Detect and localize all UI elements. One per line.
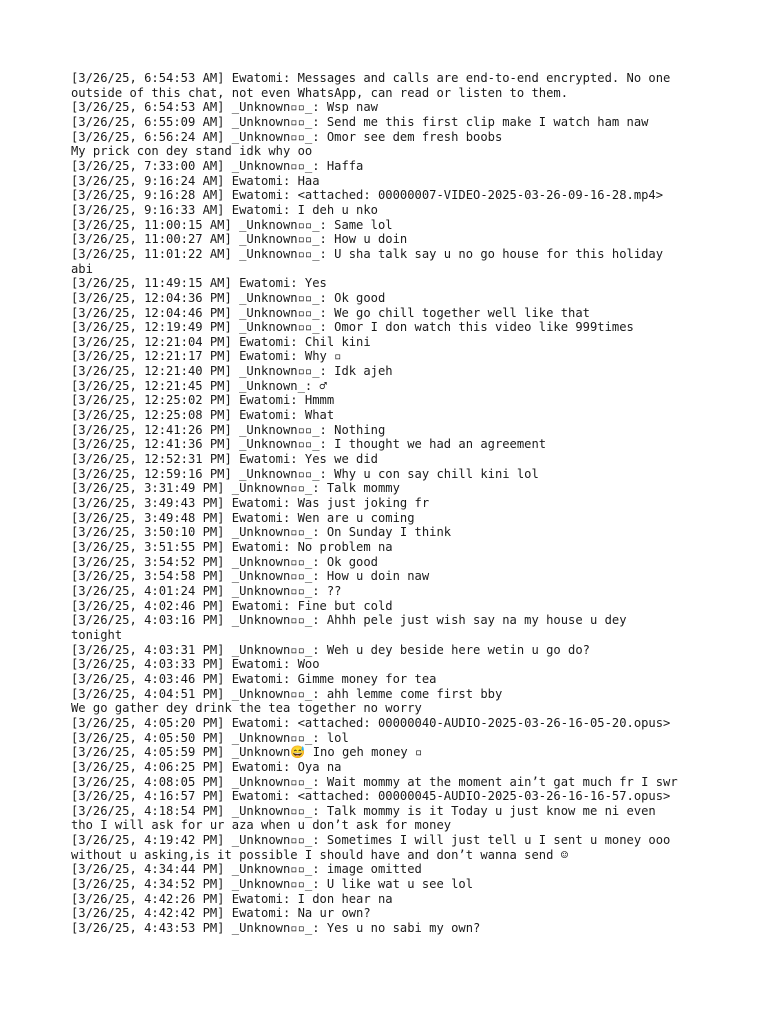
transcript-line: [3/26/25, 3:49:48 PM] Ewatomi: Wen are u coming [71,510,415,525]
transcript-line: [3/26/25, 6:56:24 AM] _Unknown▫▫_: Omor see dem fresh boobs [71,129,503,144]
transcript-line: [3/26/25, 7:33:00 AM] _Unknown▫▫_: Haffa [71,158,364,173]
transcript-line: [3/26/25, 12:04:36 PM] _Unknown▫▫_: Ok good [71,290,386,305]
transcript-line: [3/26/25, 12:21:40 PM] _Unknown▫▫_: Idk ajeh [71,364,393,379]
transcript-line: [3/26/25, 12:41:36 PM] _Unknown▫▫_: I thought we had an agreement [71,437,547,452]
transcript-line: [3/26/25, 3:54:58 PM] _Unknown▫▫_: How u doin naw [71,569,430,584]
transcript-line: We go gather dey drink the tea together no worry [71,701,422,716]
transcript-line: without u asking,is it possible I should have and don’t wanna send ☺ [71,847,569,862]
transcript-line: [3/26/25, 4:04:51 PM] _Unknown▫▫_: ahh lemme come first bby [71,686,503,701]
transcript-line: outside of this chat, not even WhatsApp, can read or listen to them. [71,85,569,100]
transcript-line: [3/26/25, 4:02:46 PM] Ewatomi: Fine but cold [71,598,393,613]
transcript-line: [3/26/25, 4:03:16 PM] _Unknown▫▫_: Ahhh pele just wish say na my house u dey [71,613,627,628]
transcript-line: [3/26/25, 12:21:45 PM] _Unknown_: ♂ [71,378,327,393]
transcript-line: [3/26/25, 6:54:53 AM] Ewatomi: Messages and calls are end-to-end encrypted. No one [71,71,671,85]
transcript-line: [3/26/25, 4:06:25 PM] Ewatomi: Oya na [71,759,342,774]
transcript-line: [3/26/25, 11:00:27 AM] _Unknown▫▫_: How u doin [71,232,408,247]
transcript-line: tho I will ask for ur aza when u don’t ask for money [71,818,452,833]
transcript-line: [3/26/25, 3:50:10 PM] _Unknown▫▫_: On Sunday I think [71,525,452,540]
transcript-line: [3/26/25, 12:59:16 PM] _Unknown▫▫_: Why u con say chill kini lol [71,466,539,481]
transcript-line: [3/26/25, 6:55:09 AM] _Unknown▫▫_: Send me this first clip make I watch ham naw [71,114,649,129]
transcript-line: [3/26/25, 11:00:15 AM] _Unknown▫▫_: Same lol [71,217,393,232]
transcript-line: [3/26/25, 3:54:52 PM] _Unknown▫▫_: Ok good [71,554,378,569]
transcript-line: abi [71,261,93,276]
transcript-line: My prick con dey stand idk why oo [71,144,313,159]
transcript-line: [3/26/25, 4:34:44 PM] _Unknown▫▫_: image omitted [71,862,422,877]
transcript-line: [3/26/25, 4:18:54 PM] _Unknown▫▫_: Talk mommy is it Today u just know me ni even [71,803,656,818]
transcript-line: [3/26/25, 4:03:31 PM] _Unknown▫▫_: Weh u dey beside here wetin u go do? [71,642,590,657]
transcript-line: [3/26/25, 4:34:52 PM] _Unknown▫▫_: U like wat u see lol [71,877,474,892]
transcript-line: [3/26/25, 4:42:26 PM] Ewatomi: I don hear na [71,891,393,906]
transcript-line: [3/26/25, 12:41:26 PM] _Unknown▫▫_: Nothing [71,422,386,437]
transcript-line: [3/26/25, 4:05:50 PM] _Unknown▫▫_: lol [71,730,349,745]
transcript-line: [3/26/25, 12:04:46 PM] _Unknown▫▫_: We go chill together well like that [71,305,590,320]
transcript-line: [3/26/25, 4:16:57 PM] Ewatomi: <attached: 00000045-AUDIO-2025-03-26-16-16-57.opus> [71,789,671,804]
transcript-line: [3/26/25, 12:52:31 PM] Ewatomi: Yes we did [71,452,378,467]
transcript-line: tonight [71,627,123,642]
transcript-line: [3/26/25, 4:01:24 PM] _Unknown▫▫_: ?? [71,583,342,598]
transcript-line: [3/26/25, 9:16:24 AM] Ewatomi: Haa [71,173,320,188]
transcript-line: [3/26/25, 4:03:33 PM] Ewatomi: Woo [71,657,320,672]
transcript-line: [3/26/25, 9:16:33 AM] Ewatomi: I deh u nko [71,202,378,217]
transcript-line: [3/26/25, 4:03:46 PM] Ewatomi: Gimme money for tea [71,671,437,686]
transcript-line: [3/26/25, 6:54:53 AM] _Unknown▫▫_: Wsp naw [71,100,378,115]
transcript-line: [3/26/25, 3:31:49 PM] _Unknown▫▫_: Talk mommy [71,481,400,496]
transcript-line: [3/26/25, 12:21:17 PM] Ewatomi: Why ▫ [71,349,342,364]
transcript-line: [3/26/25, 3:49:43 PM] Ewatomi: Was just joking fr [71,496,430,511]
transcript-line: [3/26/25, 12:19:49 PM] _Unknown▫▫_: Omor I don watch this video like 999times [71,320,634,335]
transcript-line: [3/26/25, 4:19:42 PM] _Unknown▫▫_: Sometimes I will just tell u I sent u money ooo [71,833,671,848]
transcript-line: [3/26/25, 12:25:08 PM] Ewatomi: What [71,408,335,423]
transcript-line: [3/26/25, 11:49:15 AM] Ewatomi: Yes [71,276,327,291]
transcript-line: [3/26/25, 4:08:05 PM] _Unknown▫▫_: Wait mommy at the moment ain’t gat much fr I swr [71,774,678,789]
transcript-line: [3/26/25, 12:25:02 PM] Ewatomi: Hmmm [71,393,335,408]
transcript-line: [3/26/25, 4:05:20 PM] Ewatomi: <attached: 00000040-AUDIO-2025-03-26-16-05-20.opus> [71,715,671,730]
transcript-line: [3/26/25, 9:16:28 AM] Ewatomi: <attached: 00000007-VIDEO-2025-03-26-09-16-28.mp4> [71,188,664,203]
transcript-line: [3/26/25, 11:01:22 AM] _Unknown▫▫_: U sha talk say u no go house for this holiday [71,246,664,261]
transcript-line: [3/26/25, 12:21:04 PM] Ewatomi: Chil kini [71,334,371,349]
transcript-line: [3/26/25, 3:51:55 PM] Ewatomi: No problem na [71,540,393,554]
transcript-line: [3/26/25, 4:42:42 PM] Ewatomi: Na ur own? [71,906,371,921]
chat-transcript [71,71,711,936]
transcript-line: [3/26/25, 4:43:53 PM] _Unknown▫▫_: Yes u no sabi my own? [71,921,481,936]
transcript-line: [3/26/25, 4:05:59 PM] _Unknown😅 Ino geh money ▫ [71,745,423,760]
